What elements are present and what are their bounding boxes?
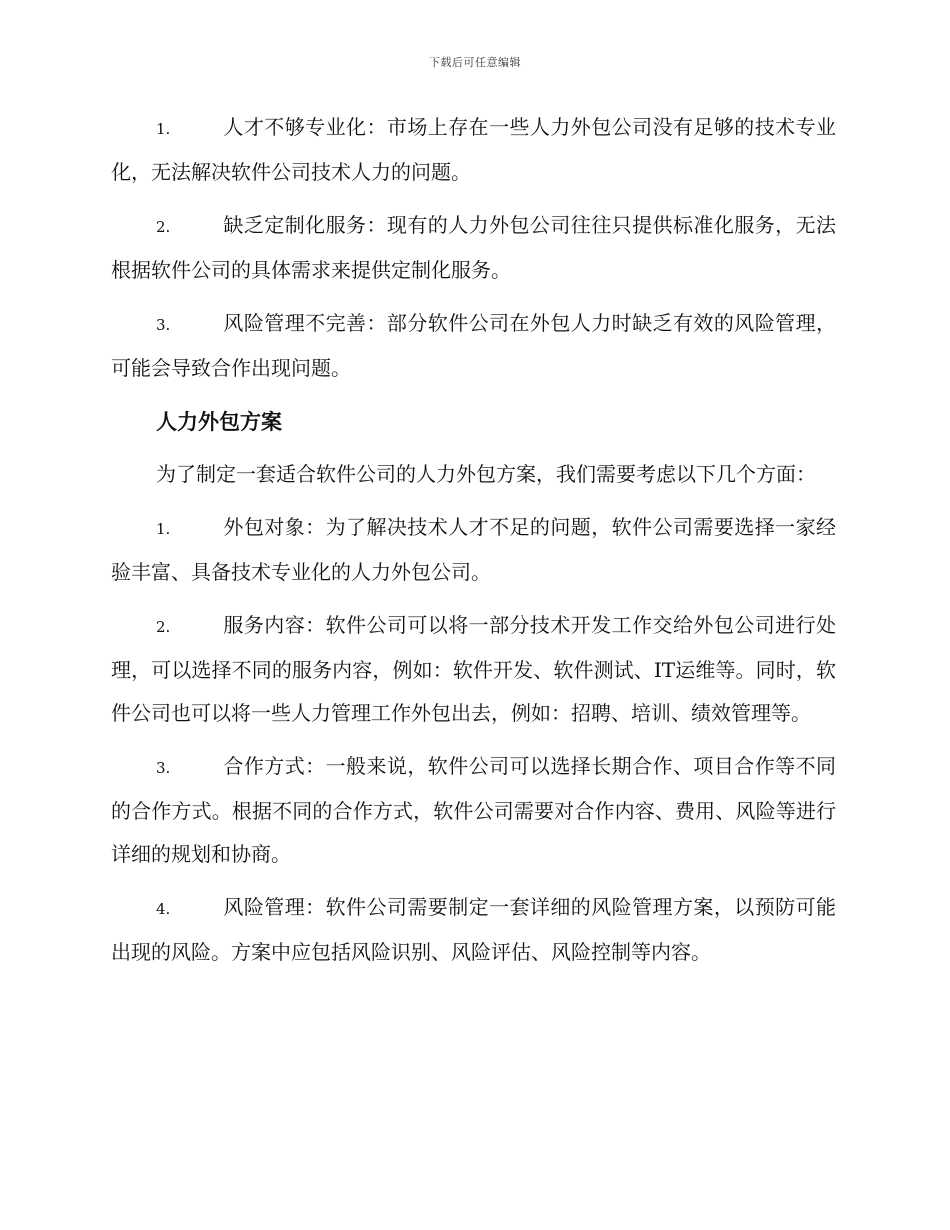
list-item-number: 1. — [156, 120, 171, 138]
list-item — [111, 204, 836, 292]
section-heading: 人力外包方案 — [156, 409, 282, 434]
page-header: 下载后可任意编辑 — [429, 56, 521, 69]
section-intro: 为了制定一套适合软件公司的人力外包方案，我们需要考虑以下几个方面： — [156, 462, 816, 486]
list-item — [111, 302, 836, 390]
list-item-text: 风险管理：软件公司需要制定一套详细的风险管理方案，以预防可能出现的风险。方案中应包括风险识别、风险评估、风险控制等内容。 — [111, 895, 836, 964]
list-item-number: 1. — [156, 520, 171, 538]
list-item-text: 缺乏定制化服务：现有的人力外包公司往往只提供标准化服务，无法根据软件公司的具体需求来提供定制化服务。 — [111, 213, 836, 282]
list-item-number: 4. — [156, 900, 171, 918]
list-item-number: 2. — [156, 618, 171, 636]
list-item-text: 合作方式：一般来说，软件公司可以选择长期合作、项目合作等不同的合作方式。根据不同的合作方式，软件公司需要对合作内容、费用、风险等进行详细的规划和协商。 — [111, 754, 836, 866]
list-item-text: 外包对象：为了解决技术人才不足的问题，软件公司需要选择一家经验丰富、具备技术专业化的人力外包公司。 — [111, 515, 836, 584]
list-item — [111, 745, 836, 876]
list-item-text: 风险管理不完善：部分软件公司在外包人力时缺乏有效的风险管理，可能会导致合作出现问题。 — [111, 311, 836, 380]
list-item-text: 服务内容：软件公司可以将一部分技术开发工作交给外包公司进行处理，可以选择不同的服务内容，例如：软件开发、软件测试、IT运维等。同时，软件公司也可以将一些人力管理工作外包出去，例如：招聘、培训、绩效管理等。 — [111, 613, 836, 725]
list-item-number: 2. — [156, 218, 171, 236]
list-item — [111, 506, 836, 594]
document-body — [111, 106, 836, 984]
list-item-number: 3. — [156, 759, 171, 777]
list-item — [111, 106, 836, 194]
list-item-text: 人才不够专业化：市场上存在一些人力外包公司没有足够的技术专业化，无法解决软件公司技术人力的问题。 — [111, 115, 836, 184]
list-item — [111, 886, 836, 974]
list-item — [111, 604, 836, 735]
list-item-number: 3. — [156, 316, 171, 334]
